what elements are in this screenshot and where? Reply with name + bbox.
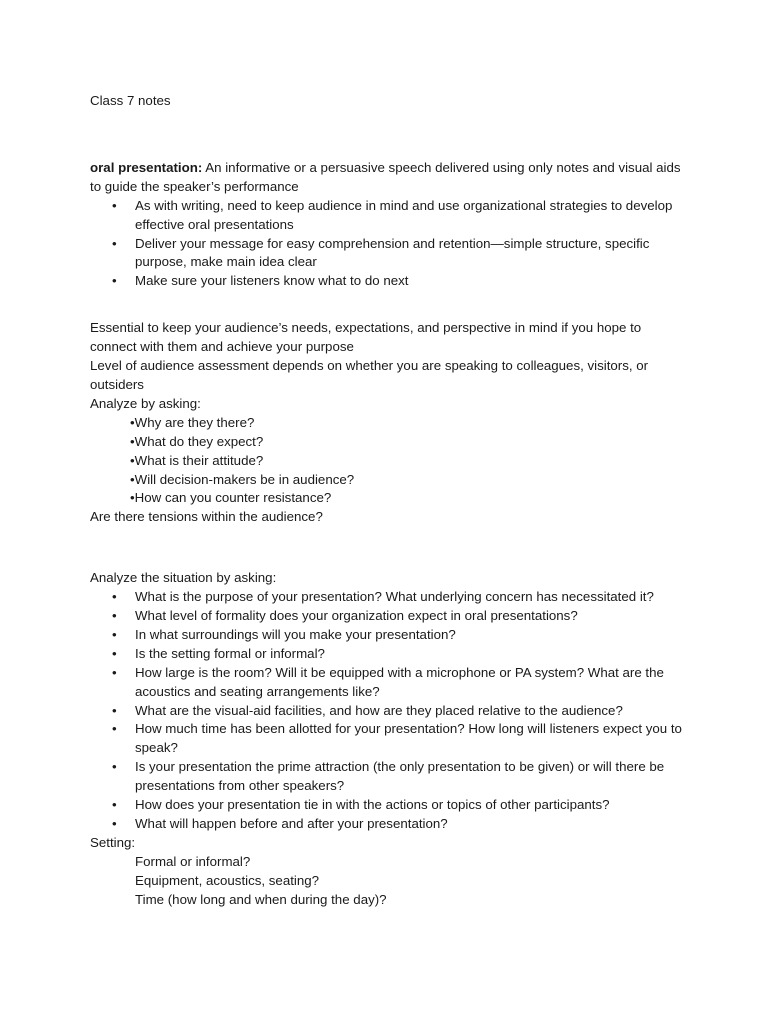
intro-bullet-list <box>90 197 690 292</box>
list-item: •Will decision-makers be in audience? <box>130 471 355 487</box>
list-item: • Make sure your listeners know what to do next <box>90 272 690 291</box>
list-item: • What level of formality does your organization expect in oral presentations? <box>90 607 690 626</box>
list-item: Formal or informal? <box>135 853 251 869</box>
page-title: Class 7 notes <box>90 93 171 108</box>
list-item: • Deliver your message for easy comprehension and retention—simple structure, specific purpose, make main idea clear <box>90 235 690 273</box>
situation-question-list <box>90 588 690 834</box>
list-item: • How does your presentation tie in with the actions or topics of other participants? <box>90 796 690 815</box>
tensions-line: Are there tensions within the audience? <box>90 509 323 525</box>
list-item: • What will happen before and after your presentation? <box>90 815 690 834</box>
setting-item-list <box>90 853 690 910</box>
analyze-label: Analyze by asking: <box>90 395 201 411</box>
list-item: •Why are they there? <box>130 414 255 430</box>
audience-question-list <box>90 414 690 509</box>
list-item: •What is their attitude? <box>130 452 264 468</box>
audience-paragraph-2: Level of audience assessment depends on whether you are speaking to colleagues, visitors, or outsiders <box>90 358 649 392</box>
setting-label: Setting: <box>90 834 136 850</box>
list-item: • How large is the room? Will it be equipped with a microphone or PA system? What are the acoustics and seating arrangements like? <box>90 664 690 702</box>
list-item: • How much time has been allotted for your presentation? How long will listeners expect you to speak? <box>90 720 690 758</box>
situation-label: Analyze the situation by asking: <box>90 570 277 586</box>
list-item: • Is the setting formal or informal? <box>90 645 690 664</box>
list-item: Equipment, acoustics, seating? <box>135 872 320 888</box>
audience-paragraph-1: Essential to keep your audience’s needs, expectations, and perspective in mind if you hope to connect with them and achieve your purpose <box>90 320 642 355</box>
definition-paragraph <box>90 159 690 197</box>
list-item: •What do they expect? <box>130 433 264 449</box>
list-item: • As with writing, need to keep audience in mind and use organizational strategies to develop effective oral presentations <box>90 197 690 235</box>
list-item: • Is your presentation the prime attraction (the only presentation to be given) or will there be presentations from other speakers? <box>90 758 690 796</box>
document-content <box>90 92 690 910</box>
list-item: Time (how long and when during the day)? <box>135 891 387 907</box>
list-item: •How can you counter resistance? <box>130 490 332 506</box>
definition-term: oral presentation: <box>90 159 203 175</box>
list-item: • What is the purpose of your presentation? What underlying concern has necessitated it? <box>90 588 690 607</box>
list-item: • In what surroundings will you make your presentation? <box>90 626 690 645</box>
list-item: • What are the visual-aid facilities, and how are they placed relative to the audience? <box>90 702 690 721</box>
definition-text: An informative or a persuasive speech delivered using only notes and visual aids to guide the speaker’s performance <box>90 159 681 194</box>
